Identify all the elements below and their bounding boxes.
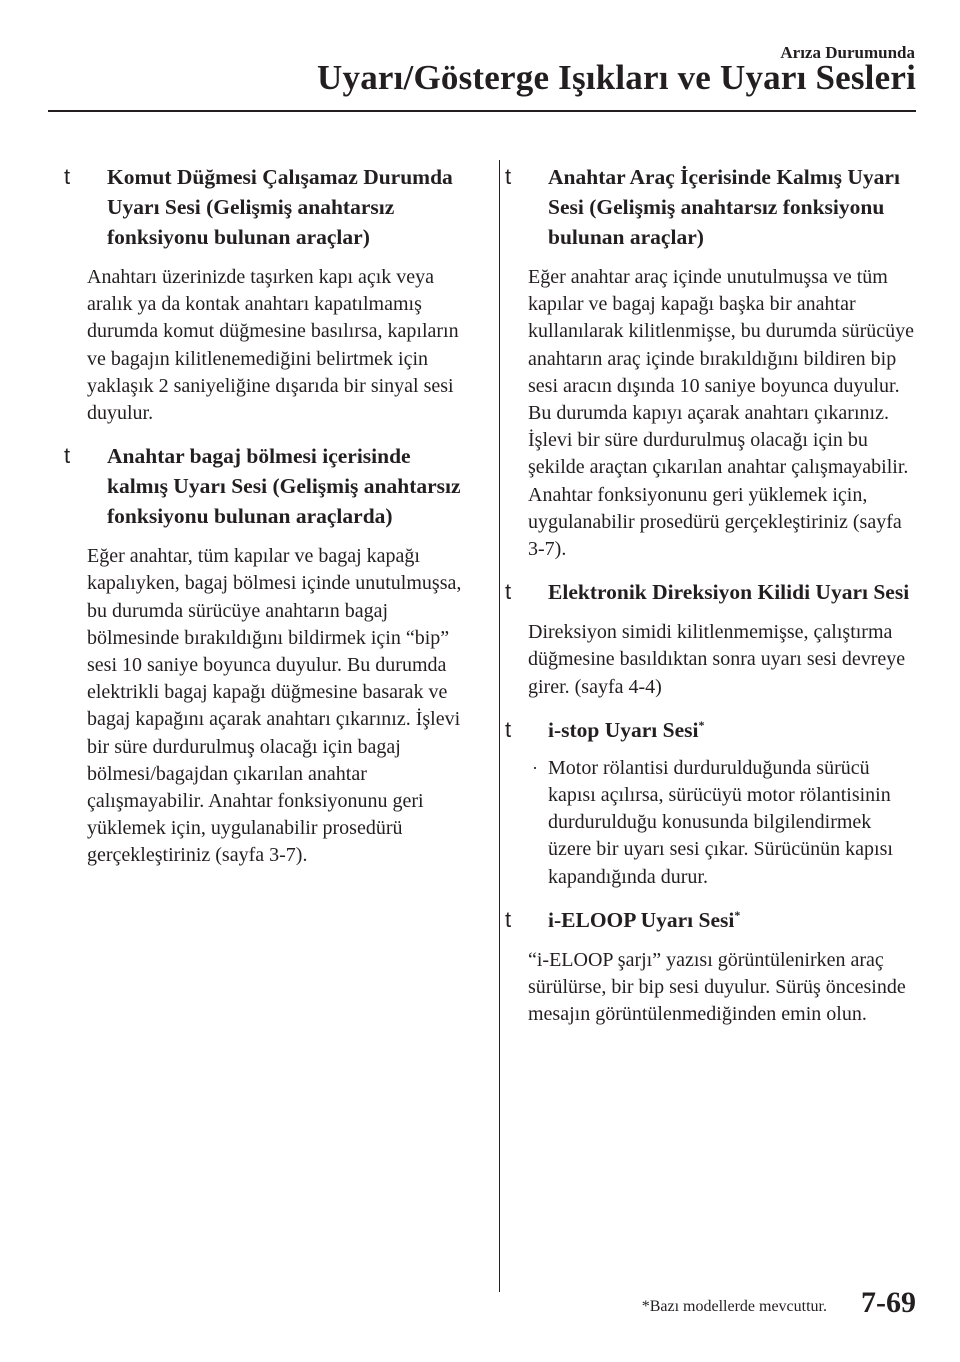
- section-heading: [505, 577, 917, 607]
- page-number: 7-69: [861, 1286, 916, 1319]
- section-heading: [505, 715, 917, 745]
- section-heading-text: Elektronik Direksiyon Kilidi Uyarı Sesi: [548, 580, 910, 605]
- left-column: [64, 162, 476, 884]
- section-i-stop-warning: [505, 715, 917, 891]
- section-bullet-icon: t: [505, 579, 512, 605]
- section-body: Direksiyon simidi kilitlenmemişse, çalıştırma düğmesine basıldıktan sonra uyarı sesi devreye girer. (sayfa 4-4): [528, 621, 906, 698]
- list-item: [505, 755, 917, 891]
- asterisk-mark: *: [698, 717, 705, 732]
- section-heading: [505, 162, 917, 252]
- section-key-in-trunk-warning: [64, 441, 476, 869]
- section-bullet-icon: t: [64, 164, 71, 189]
- section-bullet-icon: t: [505, 716, 512, 742]
- section-heading-text: Komut Düğmesi Çalışamaz Durumda Uyarı Sesi (Gelişmiş anahtarsız fonksiyonu bulunan araçlar): [107, 165, 453, 249]
- section-body: Eğer anahtar, tüm kapılar ve bagaj kapağı kapalıyken, bagaj bölmesi içinde unutulmuşsa, bu durumda sürücüye anahtarın bagaj bölmesinde bırakıldığını bildirmek için “bip” sesi 10 saniye boyunca duyulur. Bu durumda elektrikli bagaj kapağı düğmesine basarak ve bagaj kapağını açarak anahtarı çıkarınız. İşlevi bir süre durdurulmuş olacağı için bagaj bölmesi/bagajdan çıkarılan anahtar çalışmayabilir. Anahtar fonksiyonunu geri yüklemek için, uygulanabilir prosedürü gerçekleştiriniz (sayfa 3-7).: [87, 545, 462, 867]
- dot-bullet-icon: ·: [532, 757, 538, 778]
- section-bullet-icon: t: [64, 443, 71, 469]
- section-key-button-warning: [64, 162, 476, 427]
- section-heading: [64, 441, 476, 531]
- section-heading-text: Anahtar bagaj bölmesi içerisinde kalmış Uyarı Sesi (Gelişmiş anahtarsız fonksiyonu bulunan araçlarda): [107, 444, 461, 529]
- section-heading-text: i-ELOOP Uyarı Sesi: [548, 907, 735, 932]
- section-heading: [505, 905, 917, 935]
- section-bullet-icon: t: [505, 906, 512, 932]
- section-heading-text: Anahtar Araç İçerisinde Kalmış Uyarı Sesi (Gelişmiş anahtarsız fonksiyonu bulunan araçlar): [548, 165, 900, 249]
- right-column: [505, 162, 917, 1042]
- section-i-eloop-warning: [505, 905, 917, 1029]
- section-bullet-icon: t: [505, 164, 512, 189]
- section-body: Anahtarı üzerinizde taşırken kapı açık veya aralık ya da kontak anahtarı kapatılmamış durumda komut düğmesine basılırsa, kapıların ve bagajın kilitlenemediğini belirtmek için yaklaşık 2 saniyeliğine dışarıda bir sinyal sesi duyulur.: [87, 266, 459, 425]
- column-divider: [499, 160, 500, 1292]
- asterisk-mark: *: [734, 907, 741, 922]
- header-divider: [48, 110, 916, 112]
- section-steering-lock-warning: [505, 577, 917, 701]
- list-item-text: Motor rölantisi durdurulduğunda sürücü kapısı açılırsa, sürücüyü motor rölantisinin durdurulduğu konusunda bilgilendirmek üzere bir uyarı sesi çıkar. Sürücünün kapısı kapandığında durur.: [548, 756, 893, 888]
- section-body: “i-ELOOP şarjı” yazısı görüntülenirken araç sürülürse, bir bip sesi duyulur. Sürüş öncesinde mesajın görüntülenmediğinden emin olun.: [528, 948, 906, 1026]
- chapter-label: Arıza Durumunda: [780, 43, 915, 62]
- section-heading: [64, 162, 476, 252]
- section-body: Eğer anahtar araç içinde unutulmuşsa ve tüm kapılar ve bagaj kapağı başka bir anahtar kullanılarak kilitlenmişse, bu durumda sürücüye anahtarın araç içinde bırakıldığını bildiren bip sesi aracın dışında 10 saniye boyunca duyulur. Bu durumda kapıyı açarak anahtarı çıkarınız. İşlevi bir süre durdurulmuş olacağı için bu şekilde araçtan çıkarılan anahtar çalışmayabilir. Anahtar fonksiyonunu geri yüklemek için, uygulanabilir prosedürü gerçekleştiriniz (sayfa 3-7).: [528, 266, 915, 561]
- section-heading-text: i-stop Uyarı Sesi: [548, 717, 699, 742]
- section-key-in-vehicle-warning: [505, 162, 917, 563]
- footnote: *Bazı modellerde mevcuttur.: [641, 1298, 827, 1315]
- page-title: Uyarı/Gösterge Işıkları ve Uyarı Sesleri: [317, 58, 916, 97]
